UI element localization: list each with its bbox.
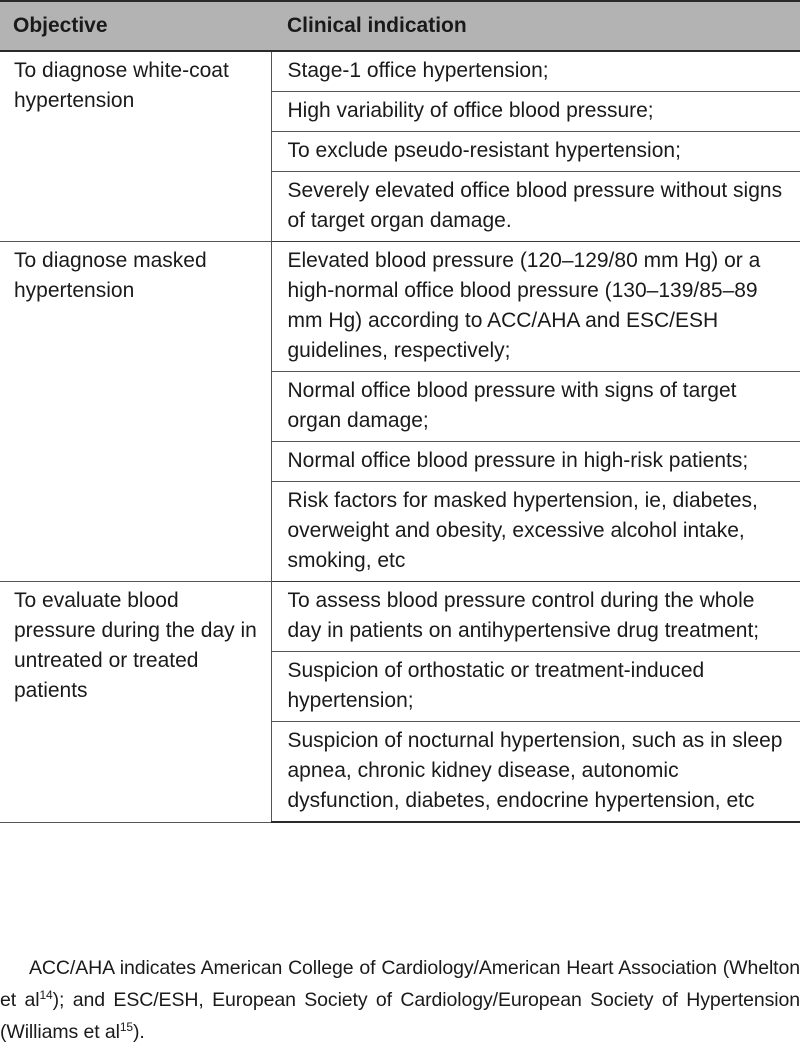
objective-cell-white-coat: To diagnose white-coat hypertension	[0, 51, 271, 242]
indication-cell: High variability of office blood pressure;	[271, 92, 800, 132]
indication-cell: Risk factors for masked hypertension, ie, diabetes, overweight and obesity, excessive alcohol intake, smoking, etc	[271, 482, 800, 582]
objective-cell-masked: To diagnose masked hypertension	[0, 242, 271, 582]
citation-ref: 14	[39, 987, 53, 1002]
indication-cell: Normal office blood pressure with signs of target organ damage;	[271, 372, 800, 442]
indication-cell: Severely elevated office blood pressure without signs of target organ damage.	[271, 172, 800, 242]
table-row	[0, 51, 800, 92]
table-header-row	[0, 1, 800, 51]
table-row	[0, 242, 800, 372]
indication-cell: Elevated blood pressure (120–129/80 mm Hg) or a high-normal office blood pressure (130–139/85–89 mm Hg) according to ACC/AHA and ESC/ESH guidelines, respectively;	[271, 242, 800, 372]
indication-cell: To exclude pseudo-resistant hypertension;	[271, 132, 800, 172]
indication-cell: To assess blood pressure control during the whole day in patients on antihypertensive drug treatment;	[271, 582, 800, 652]
indication-column-header: Clinical indication	[271, 1, 800, 51]
indication-cell: Stage-1 office hypertension;	[271, 51, 800, 92]
indication-cell: Suspicion of orthostatic or treatment-induced hypertension;	[271, 652, 800, 722]
citation-ref: 15	[119, 1019, 133, 1034]
indication-cell: Normal office blood pressure in high-risk patients;	[271, 442, 800, 482]
indication-cell: Suspicion of nocturnal hypertension, such as in sleep apnea, chronic kidney disease, autonomic dysfunction, diabetes, endocrine hypertension, etc	[271, 722, 800, 823]
table-row	[0, 582, 800, 652]
objective-cell-evaluate: To evaluate blood pressure during the day in untreated or treated patients	[0, 582, 271, 823]
footnote-text: ); and ESC/ESH, European Society of Cardiology/European Society of Hypertension (Williams et al	[0, 988, 800, 1043]
footnote-text: ).	[133, 1020, 145, 1043]
objective-column-header: Objective	[0, 1, 271, 51]
table-footnote	[0, 952, 800, 1048]
footnote-text: ACC/AHA indicates American College of Cardiology/American Heart Association (Whelton et al	[0, 956, 800, 1011]
